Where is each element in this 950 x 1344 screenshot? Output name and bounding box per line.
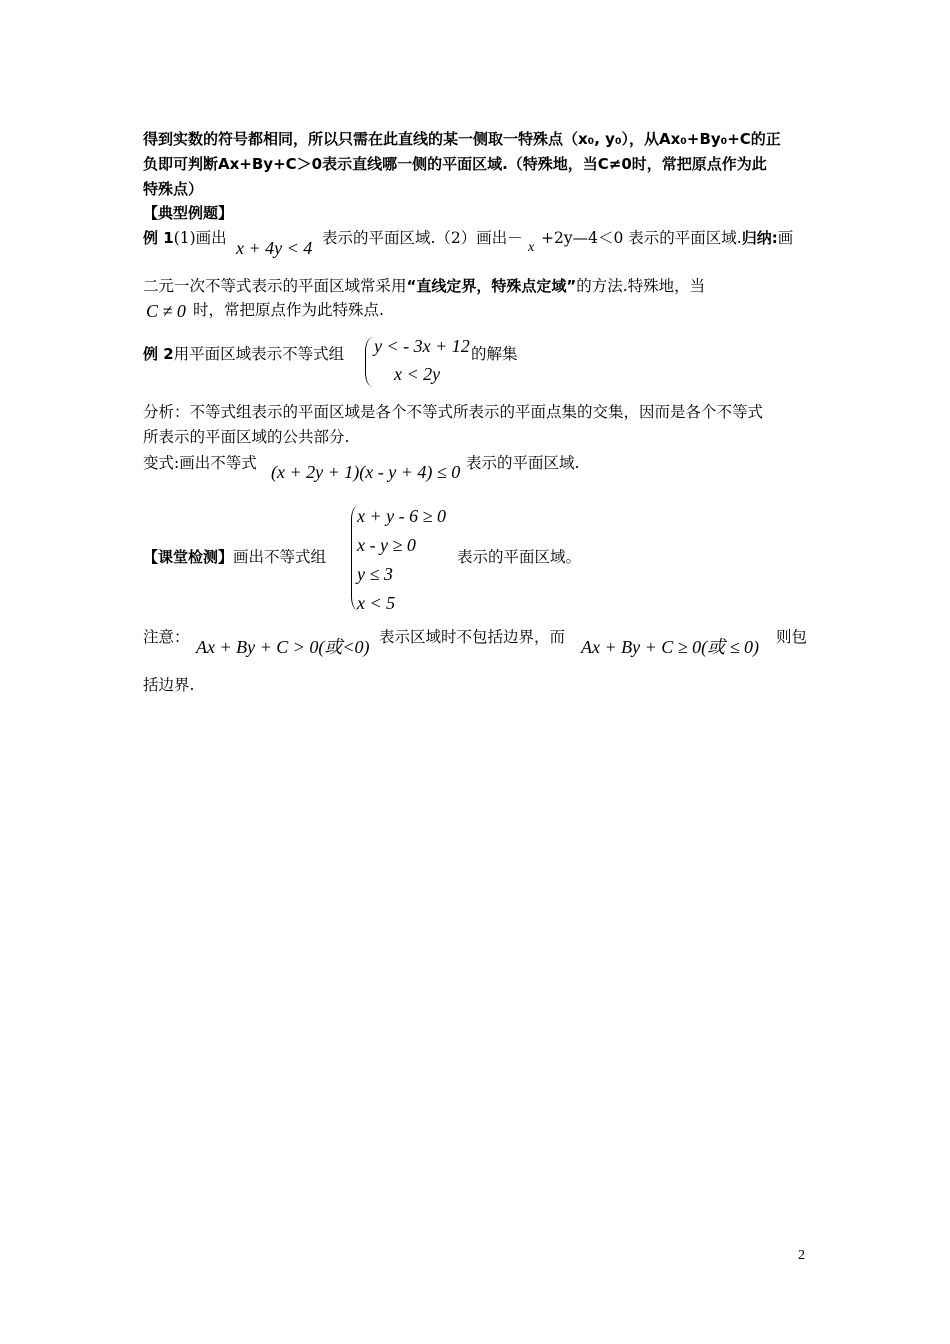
variant-post: 表示的平面区域. xyxy=(466,454,580,472)
example1-part1-post: 表示的平面区域.（2）画出－ xyxy=(322,229,523,247)
class-check-eq2: x - y ≥ 0 xyxy=(357,535,416,555)
example2-lead: 例 2 xyxy=(143,345,174,363)
class-check-pre: 画出不等式组 xyxy=(233,548,327,566)
section-heading-typical: 【典型例题】 xyxy=(143,204,234,222)
note-line2: 括边界. xyxy=(143,676,195,694)
analysis-line1: 分析：不等式组表示的平面区域是各个不等式所表示的平面点集的交集，因而是各个不等式 xyxy=(143,403,764,421)
example1-line3-post: 时，常把原点作为此特殊点. xyxy=(193,301,384,319)
note-mid: 表示区域时不包括边界，而 xyxy=(379,628,566,646)
example1-line1 xyxy=(143,228,227,248)
example1-lead: 例 1 xyxy=(143,229,174,247)
example2-post: 的解集 xyxy=(471,345,518,363)
variant-pre: 变式:画出不等式 xyxy=(143,454,257,472)
class-check-line xyxy=(143,547,326,567)
class-check-eq4: x < 5 xyxy=(357,593,396,613)
analysis-line2: 所表示的平面区域的公共部分. xyxy=(143,428,350,446)
example2-line xyxy=(143,344,344,364)
example1-part2 xyxy=(541,228,793,248)
para1-line2: 负即可判断Ax+By+C＞0表示直线哪一侧的平面区域.（特殊地，当C≠0时，常把原点作为此 xyxy=(143,155,767,173)
example2-brace xyxy=(365,337,374,387)
note-math2: Ax + By + C ≥ 0(或 ≤ 0) xyxy=(581,637,760,657)
note-math1: Ax + By + C > 0(或<0) xyxy=(196,637,370,657)
para1-line3: 特殊点） xyxy=(143,180,204,198)
example1-x-var: x xyxy=(528,240,535,255)
class-check-post: 表示的平面区域。 xyxy=(457,548,582,566)
example1-part2-mid: +2y—4＜0 表示的平面区域. xyxy=(541,229,742,247)
example1-line2-post: 的方法.特殊地，当 xyxy=(576,277,706,295)
example1-line2 xyxy=(143,276,705,296)
example1-line2-bold: “直线定界，特殊点定域” xyxy=(406,277,577,295)
example1-line3-math: C ≠ 0 xyxy=(146,301,186,321)
note-pre: 注意： xyxy=(143,628,190,646)
page-number: 2 xyxy=(798,1248,805,1263)
class-check-label: 【课堂检测】 xyxy=(143,548,234,566)
variant-math: (x + 2y + 1)(x - y + 4) ≤ 0 xyxy=(271,462,461,482)
example1-summary-label: 归纳: xyxy=(741,229,778,247)
example1-part1-pre: (1)画出 xyxy=(173,229,227,247)
note-post: 则包 xyxy=(776,628,808,646)
example1-summary-tail: 画 xyxy=(777,229,794,247)
class-check-eq1: x + y - 6 ≥ 0 xyxy=(357,506,446,526)
class-check-eq3: y ≤ 3 xyxy=(357,564,393,584)
para1-line1: 得到实数的符号都相同，所以只需在此直线的某一侧取一特殊点（x₀, y₀），从Ax₀+By₀+C的正 xyxy=(143,130,781,148)
example1-math1: x + 4y < 4 xyxy=(236,238,313,258)
example2-pre: 用平面区域表示不等式组 xyxy=(173,345,345,363)
example1-line2-pre: 二元一次不等式表示的平面区域常采用 xyxy=(143,277,407,295)
example2-eq1: y < - 3x + 12 xyxy=(374,336,470,356)
example2-eq2: x < 2y xyxy=(394,364,441,384)
